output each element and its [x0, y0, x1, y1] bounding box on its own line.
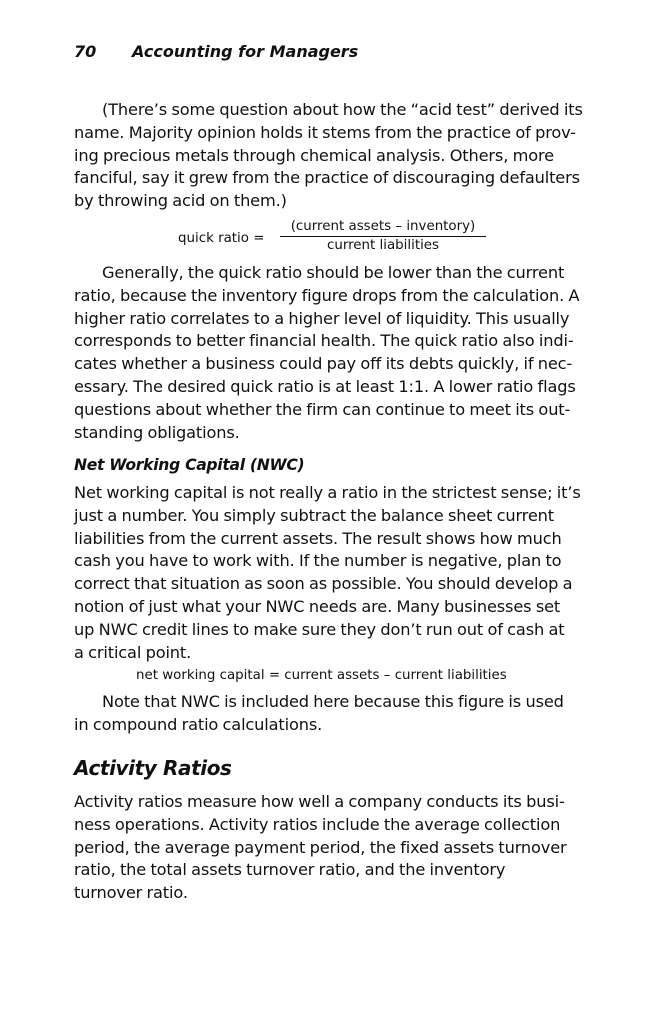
- paragraph-line: name. Majority opinion holds it stems from the practice of prov-: [74, 122, 576, 142]
- paragraph-line: ratio, because the inventory figure drops from the calculation. A: [74, 285, 580, 305]
- paragraph-line: essary. The desired quick ratio is at least 1:1. A lower ratio flags: [74, 376, 576, 396]
- nwc-heading: Net Working Capital (NWC): [74, 456, 305, 474]
- paragraph-line: ing precious metals through chemical analysis. Others, more: [74, 145, 554, 165]
- paragraph-line: period, the average payment period, the fixed assets turnover: [74, 837, 567, 857]
- activity-ratios-paragraph: [74, 791, 594, 905]
- nwc-formula: net working capital = current assets – current liabilities: [136, 668, 507, 683]
- paragraph-line: standing obligations.: [74, 422, 240, 442]
- paragraph-line: ness operations. Activity ratios include the average collection: [74, 814, 561, 834]
- book-title: Accounting for Managers: [132, 42, 359, 61]
- paragraph-line: just a number. You simply subtract the balance sheet current: [74, 505, 554, 525]
- paragraph-line: cash you have to work with. If the number is negative, plan to: [74, 551, 562, 571]
- acid-test-paragraph: [74, 99, 594, 213]
- activity-ratios-heading: Activity Ratios: [74, 756, 232, 780]
- paragraph-line: Activity ratios measure how well a company conducts its busi-: [74, 792, 565, 811]
- paragraph-line: up NWC credit lines to make sure they don’t run out of cash at: [74, 619, 565, 639]
- paragraph-line: cates whether a business could pay off its debts quickly, if nec-: [74, 354, 573, 374]
- paragraph-line: Note that NWC is included here because this figure is used: [102, 692, 564, 711]
- paragraph-line: higher ratio correlates to a higher level of liquidity. This usually: [74, 308, 570, 328]
- paragraph-line: Net working capital is not really a ratio in the strictest sense; it’s: [74, 483, 581, 502]
- paragraph-line: liabilities from the current assets. The result shows how much: [74, 528, 562, 548]
- paragraph-line: correct that situation as soon as possible. You should develop a: [74, 574, 573, 594]
- quick-ratio-numerator: (current assets – inventory): [280, 219, 486, 237]
- paragraph-line: by throwing acid on them.): [74, 191, 287, 211]
- paragraph-line: in compound ratio calculations.: [74, 714, 323, 734]
- quick-ratio-denominator: current liabilities: [326, 238, 440, 253]
- paragraph-line: Generally, the quick ratio should be lower than the current: [102, 263, 565, 282]
- quick-ratio-fraction: [280, 219, 486, 253]
- paragraph-line: (There’s some question about how the “acid test” derived its: [102, 100, 583, 119]
- paragraph-line: ratio, the total assets turnover ratio, and the inventory: [74, 860, 506, 880]
- page-number: 70: [74, 42, 97, 61]
- paragraph-line: fanciful, say it grew from the practice of discouraging defaulters: [74, 168, 580, 188]
- paragraph-line: questions about whether the firm can continue to meet its out-: [74, 399, 571, 419]
- paragraph-line: turnover ratio.: [74, 883, 188, 903]
- paragraph-line: a critical point.: [74, 642, 192, 662]
- paragraph-line: corresponds to better financial health. The quick ratio also indi-: [74, 331, 574, 351]
- quick-ratio-paragraph: [74, 262, 594, 444]
- nwc-paragraph: [74, 482, 594, 664]
- nwc-note-paragraph: [74, 691, 594, 737]
- paragraph-line: notion of just what your NWC needs are. Many businesses set: [74, 596, 561, 616]
- running-head: [74, 42, 358, 61]
- quick-ratio-label: quick ratio =: [178, 231, 265, 246]
